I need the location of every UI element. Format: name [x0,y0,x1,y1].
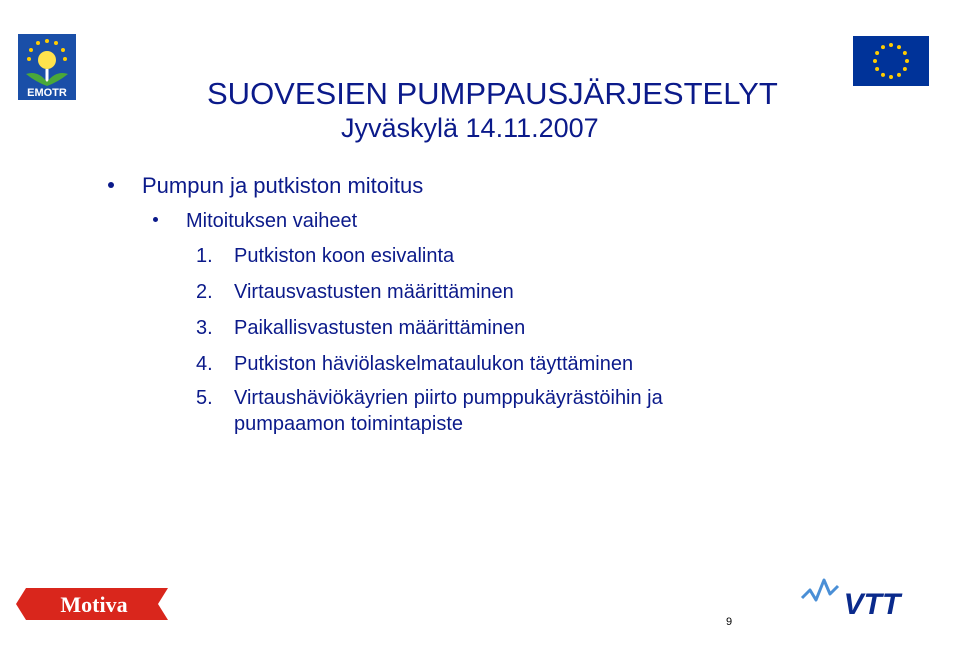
list-item [196,385,663,437]
eu-star-icon [889,75,893,79]
eu-star-icon [903,67,907,71]
list-item [196,315,525,341]
svg-text:EMOTR: EMOTR [27,87,67,99]
step-text: Putkiston koon esivalinta [234,245,455,267]
eu-star-icon [897,45,901,49]
step-number: 2. [196,281,213,303]
bullet-level1-text: Pumpun ja putkiston mitoitus [142,173,424,198]
eu-star-icon [889,43,893,47]
bullet-level2 [153,208,357,234]
step-number: 4. [196,353,213,375]
list-item [196,351,633,377]
vtt-logo [800,572,914,618]
step-text: Putkiston häviölaskelmataulukon täyttäminen [234,353,634,375]
eu-star-icon [881,73,885,77]
bullet-dot [153,217,158,222]
eu-star-icon [897,73,901,77]
bullet-dot [108,182,114,188]
svg-text:Motiva: Motiva [60,592,128,617]
eu-star-icon [875,51,879,55]
eu-flag-logo [853,36,929,86]
slide-title: SUOVESIEN PUMPPAUSJÄRJESTELYT [207,76,778,111]
step-text: Virtaushäviökäyrien piirto pumppukäyrästöihin ja [234,387,663,409]
step-text: Virtausvastusten määrittäminen [234,281,514,303]
eu-star-icon [881,45,885,49]
step-number: 5. [196,387,213,409]
eu-star-icon [903,51,907,55]
bullet-level2-text: Mitoituksen vaiheet [186,210,358,232]
bullet-level1 [108,172,423,200]
step-text: Paikallisvastusten määrittäminen [234,317,526,339]
slide-subtitle: Jyväskylä 14.11.2007 [341,113,599,143]
step-text-continuation: pumpaamon toimintapiste [234,413,464,435]
eu-star-icon [873,59,877,63]
motiva-logo [16,588,168,620]
page-number: 9 [726,616,733,628]
step-number: 3. [196,317,213,339]
step-number: 1. [196,245,213,267]
eu-star-icon [875,67,879,71]
list-item [196,279,514,305]
svg-text:VTT: VTT [843,588,901,618]
eu-star-icon [905,59,909,63]
list-item [196,243,454,269]
emotr-logo [18,34,76,100]
